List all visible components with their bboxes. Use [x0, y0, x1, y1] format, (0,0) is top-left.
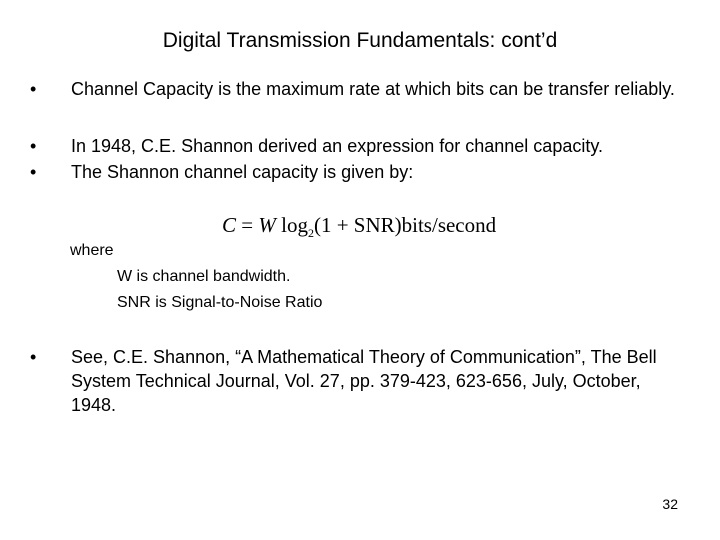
formula-units: bits/second	[401, 213, 497, 237]
definition-snr: SNR is Signal-to-Noise Ratio	[117, 294, 323, 311]
formula-log-base: 2	[307, 226, 314, 241]
definition-bandwidth: W is channel bandwidth.	[117, 268, 291, 285]
bullet-item-shannon-1948	[30, 134, 690, 158]
formula-argument: (1 + SNR)	[313, 213, 402, 237]
bullet-marker: •	[30, 79, 37, 99]
formula-bandwidth: W	[258, 213, 276, 237]
bullet-marker: •	[30, 162, 37, 182]
bullet-item-channel-capacity	[30, 77, 690, 101]
bullet-text: The Shannon channel capacity is given by:	[71, 162, 414, 182]
page-number: 32	[662, 496, 678, 512]
bullet-marker: •	[30, 347, 37, 367]
bullet-text: Channel Capacity is the maximum rate at which bits can be transfer reliably.	[71, 79, 675, 99]
slide-title: Digital Transmission Fundamentals: cont’d	[162, 29, 558, 52]
bullet-item-reference	[30, 345, 690, 417]
bullet-item-capacity-given-by	[30, 160, 690, 184]
bullet-text: See, C.E. Shannon, “A Mathematical Theory of Communication”, The Bell System Technical Journal, Vol. 27, pp. 379-423, 623-656, July, October, 1948.	[71, 347, 657, 415]
formula-log: log	[281, 213, 308, 237]
where-label: where	[70, 242, 114, 259]
bullet-marker: •	[30, 136, 37, 156]
bullet-text: In 1948, C.E. Shannon derived an expression for channel capacity.	[71, 136, 604, 156]
shannon-capacity-formula	[222, 211, 496, 239]
formula-equals: =	[241, 213, 254, 237]
formula-lhs: C	[222, 213, 237, 237]
